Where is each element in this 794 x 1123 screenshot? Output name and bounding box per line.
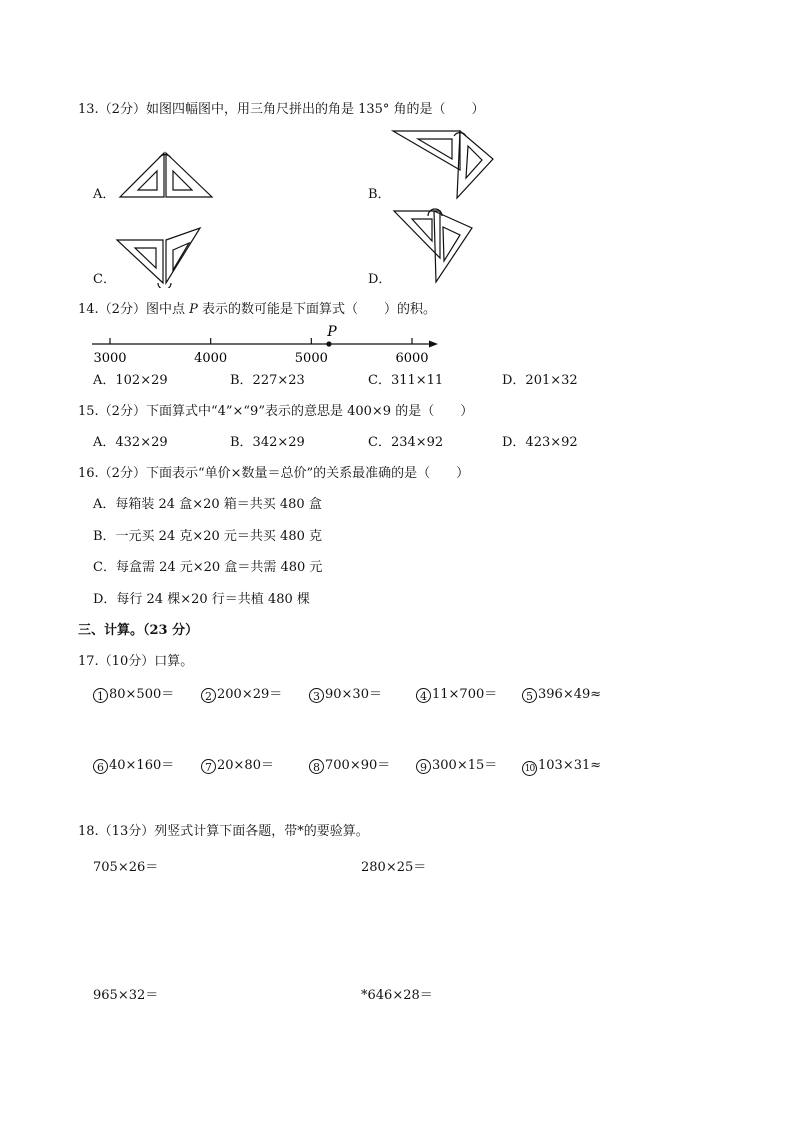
q14-option-b: B．227×23: [230, 373, 305, 388]
circled-number: 6: [93, 759, 108, 774]
axis-tick-label: 6000: [395, 351, 429, 366]
q14-number-line: [90, 322, 445, 368]
q17-item-9: 9 300×15＝: [416, 758, 497, 774]
q15-option-a: A．432×29: [93, 435, 168, 450]
q13-figure-d: [390, 206, 480, 286]
q16-option-a: A．每箱装 24 盒×20 箱＝共买 480 盒: [93, 497, 322, 512]
q17-item-2: 2 200×29＝: [201, 687, 282, 703]
q17-item-1: 1 80×500＝: [93, 687, 174, 703]
axis-tick-label: 5000: [294, 351, 328, 366]
q18-item-3: 965×32＝: [93, 988, 159, 1003]
q13-figure-a: [115, 148, 217, 200]
circled-number: 1: [93, 688, 108, 703]
q16-option-d: D．每行 24 棵×20 行＝共植 480 棵: [93, 592, 310, 607]
q17-item-5: 5 396×49≈: [522, 687, 601, 703]
q14-stem: 14.（2分）图中点 P 表示的数可能是下面算式（ ）的积。: [78, 302, 436, 317]
q13-option-d-label: D．: [368, 272, 392, 287]
q13-option-c-label: C．: [93, 272, 116, 287]
q13-option-b-label: B．: [368, 187, 391, 202]
section-3-title: 三、计算。（23 分）: [78, 623, 199, 638]
q17-item-7: 7 20×80＝: [201, 758, 274, 774]
q15-option-d: D．423×92: [502, 435, 578, 450]
q14-option-a: A．102×29: [93, 373, 168, 388]
circled-number: 3: [309, 688, 324, 703]
q13-figure-b: [390, 128, 500, 200]
q16-option-c: C．每盒需 24 元×20 盒＝共需 480 元: [93, 560, 323, 575]
q17-item-8: 8 700×90＝: [309, 758, 390, 774]
q16-option-b: B．一元买 24 克×20 元＝共买 480 克: [93, 529, 323, 544]
q18-item-2: 280×25＝: [361, 860, 427, 875]
axis-tick-label: 3000: [93, 351, 127, 366]
q17-item-3: 3 90×30＝: [309, 687, 382, 703]
q14-option-c: C．311×11: [368, 373, 444, 388]
circled-number: 2: [201, 688, 216, 703]
circled-number: 4: [416, 688, 431, 703]
point-p-marker: [326, 341, 331, 346]
circled-number: 10: [522, 761, 537, 776]
q17-item-10: 10 103×31≈: [522, 758, 601, 776]
q15-option-b: B．342×29: [230, 435, 305, 450]
q15-stem: 15.（2分）下面算式中“4”×“9”表示的意思是 400×9 的是（ ）: [78, 404, 474, 419]
q17-stem: 17.（10分）口算。: [78, 654, 194, 669]
q17-item-4: 4 11×700＝: [416, 687, 497, 703]
q18-item-1: 705×26＝: [93, 860, 159, 875]
axis-tick-label: 4000: [194, 351, 228, 366]
circled-number: 8: [309, 759, 324, 774]
q13-stem: 13.（2分）如图四幅图中，用三角尺拼出的角是 135° 角的是（ ）: [78, 102, 485, 117]
q13-figure-c: [113, 210, 205, 288]
circled-number: 7: [201, 759, 216, 774]
q18-stem: 18.（13分）列竖式计算下面各题，带*的要验算。: [78, 824, 369, 839]
q17-item-6: 6 40×160＝: [93, 758, 174, 774]
q13-option-a-label: A．: [93, 187, 116, 202]
circled-number: 9: [416, 759, 431, 774]
q18-item-4: *646×28＝: [361, 988, 433, 1003]
q14-option-d: D．201×32: [502, 373, 578, 388]
circled-number: 5: [522, 688, 537, 703]
q16-stem: 16.（2分）下面表示“单价×数量＝总价”的关系最准确的是（ ）: [78, 466, 470, 481]
point-p-label: P: [327, 324, 337, 340]
q15-option-c: C．234×92: [368, 435, 444, 450]
